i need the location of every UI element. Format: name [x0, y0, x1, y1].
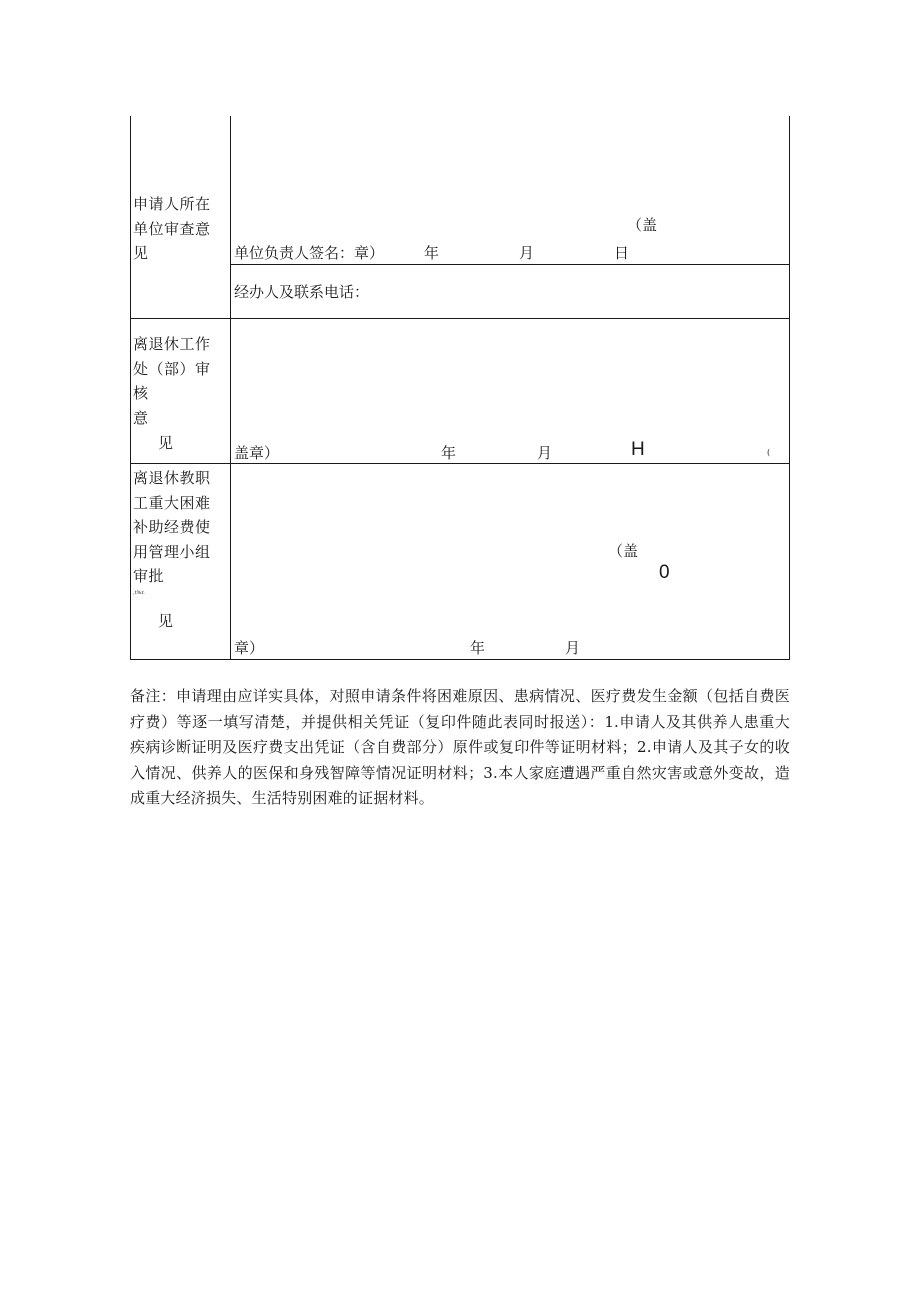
row3-divider — [130, 463, 790, 464]
table-bottom-border — [130, 659, 790, 660]
row1-month: 月 — [519, 244, 535, 262]
row4-label-jian: 见 — [158, 612, 174, 630]
row3-label: 离退休工作处（部）审核 — [133, 335, 211, 402]
row4-year: 年 — [470, 639, 486, 657]
row4-month: 月 — [565, 639, 581, 657]
remarks-note: 备注：申请理由应详实具体，对照申请条件将困难原因、患病情况、医疗费发生金额（包括自费医疗费）等逐一填写清楚，并提供相关凭证（复印件随此表同时报送）：1.申请人及其供养人患重大疾病诊断证明及医疗费支出凭证（含自费部分）原件或复印件等证明材料；2.申请人及其子女的收入情况、供养人的医保和身残智障等情况证明材料；3.本人家庭遭遇严重自然灾害或意外变故，造成重大经济损失、生活特别困难的证据材料。 — [130, 687, 790, 807]
row4-stamp-open: （盖 — [608, 542, 639, 560]
row1-day: 日 — [614, 244, 630, 262]
row3-month: 月 — [537, 444, 553, 462]
row3-label-yi: 意 — [133, 409, 149, 427]
row1-stamp-open: （盖 — [627, 216, 658, 234]
table-column-divider — [230, 116, 231, 660]
row1-label: 申请人所在单位审查意见 — [133, 195, 211, 262]
row3-label-jian: 见 — [158, 434, 174, 452]
row2-contact-label: 经办人及联系电话： — [234, 283, 370, 301]
table-right-border — [789, 116, 790, 660]
row4-label: 离退休教职工重大困难补助经费使用管理小组审批 — [133, 469, 211, 585]
row3-stamp: 盖章） — [234, 444, 280, 462]
table-left-border — [130, 116, 131, 660]
row2-divider — [130, 318, 790, 319]
row3-year: 年 — [441, 444, 457, 462]
row4-label-small: ,t%r. — [133, 590, 145, 596]
row1-signature-line: 单位负责人签名：章） — [234, 244, 385, 262]
row3-day-glyph: H — [631, 439, 645, 460]
row3-corner-mark: ( — [767, 448, 771, 457]
row4-stamp-glyph: 0 — [659, 562, 670, 583]
row4-stamp-close: 章） — [234, 639, 265, 657]
row1-year: 年 — [424, 244, 440, 262]
